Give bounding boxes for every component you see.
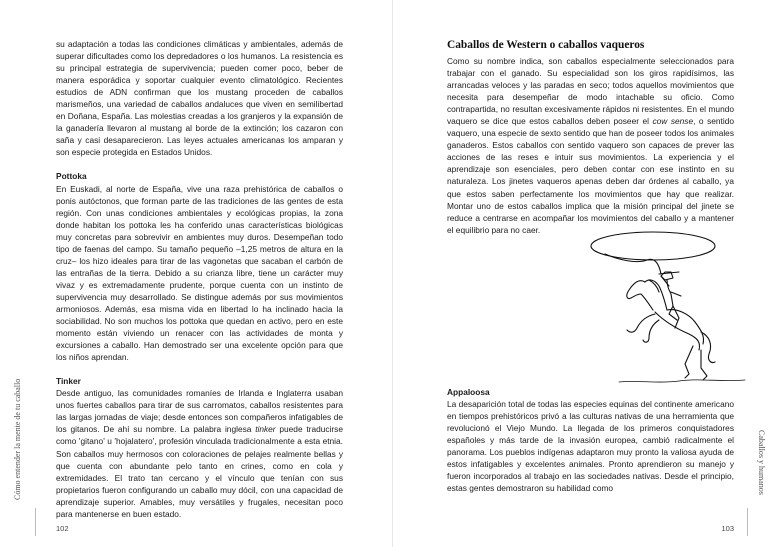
lasso-rope — [605, 254, 661, 274]
ground-line — [619, 380, 745, 382]
horse-front-leg-2 — [643, 320, 659, 342]
western-text-part-2: , o sentido vaquero, una especie de sexto sentido que han de poseer todos los animales ganaderos. Estos caballos con sentido vaquero son capaces de prever las acciones de las reses e intuir sus movimientos. La experiencia y el aprendizaje son esenciales, pero deben contar con ese instinto en su naturaleza. Los jinetes vaqueros apenas deben dar órdenes al caballo, ya que estos saben perfectamente los movimientos que hay que realizar. Montar uno de estos caballos implica que la misión principal del jinete se reduce a centrarse en acompañar los movimientos del caballo y a mantener el equilibrio para no caer. — [447, 116, 734, 235]
page-number-right: 103 — [721, 524, 734, 533]
horse-hind-leg-1 — [685, 346, 693, 378]
horse-back — [667, 310, 704, 344]
tinker-text-part-2: puede traducirse como 'gitano' u 'hojalatero', profesión vinculada tradicionalmente a esta etnia. Son caballos muy hermosos con coloraciones de pelajes realmente bellas y que cuenta con abundante pelo tanto en crines, como en cola y extremidades. El trato tan cercano y el vínculo que tenían con sus propietarios fueron configurando un caballo muy dócil, con una capacidad de aprendizaje superior. Amables, muy versátiles y frugales, necesitan poco para mantenerse en buen estado. — [56, 424, 343, 519]
chapter-title: Caballos de Western o caballos vaqueros — [447, 39, 645, 51]
left-text-column — [56, 38, 343, 520]
horse-mane — [649, 280, 659, 292]
horse-hind-leg-2 — [701, 350, 707, 380]
section-title-appaloosa: Appaloosa — [447, 386, 490, 397]
horse-neck — [645, 280, 667, 310]
right-page — [392, 0, 784, 547]
running-head-left: Cómo entender la mente de tu caballo — [13, 378, 22, 500]
western-italic-phrase: cow sense — [652, 116, 694, 127]
tinker-text-part-1: Desde antiguo, las comunidades romaníes de Irlanda e Inglaterra usaban unos fuertes caballos para tirar de sus carromatos, caballos resistentes para las largas jornadas de viaje; desde entonces son compañeros infatigables de los gitanos. De ahí su nombre. La palabra inglesa — [56, 388, 343, 435]
rearing-horse-cowboy-lasso-icon — [589, 224, 749, 394]
margin-rule-right — [747, 508, 748, 536]
tinker-paragraph — [56, 387, 343, 520]
running-head-right: Caballos y humanos — [757, 430, 766, 495]
horse-belly — [655, 312, 700, 350]
section-title-pottoka: Pottoka — [56, 171, 87, 182]
western-paragraph — [447, 55, 734, 236]
section-title-tinker: Tinker — [56, 376, 81, 387]
tinker-italic-word: tinker — [255, 424, 276, 435]
pottoka-paragraph: En Euskadi, al norte de España, vive una raza prehistórica de caballos o ponis autóctonos, que forman parte de las tradiciones de las gentes de esta región. Con unas condiciones ambientales y ecológicas propias, la zona donde habitan los pottoka les ha conferido unas características biológicas muy concretas para sobrevivir en ambientes muy duros. Desempeñan todo tipo de faenas del campo. Su tamaño pequeño –1,25 metros de altura en la cruz– los hizo ideales para tirar de las vagonetas que sacaban el carbón de las entrañas de la tierra. Debido a su crianza libre, tiene un carácter muy vivaz y es extremadamente prudente, porque cuenta con un instinto de supervivencia muy desarrollado. Se distingue además por sus movimientos armoniosos. Además, esa misma vida en libertad lo ha inclinado hacia la sociabilidad. No son muchos los pottoka que quedan en activo, pero en este momento están viviendo un renacer con las actividades de monta y excursiones a caballo. Han demostrado ser una excelente opción para que los niños aprendan. — [56, 183, 343, 363]
page-number-left: 102 — [56, 524, 69, 533]
appaloosa-paragraph: La desaparición total de todas las especies equinas del continente americano en tiempos prehistóricos privó a las culturas nativas de una herramienta que revolucionó el Viejo Mundo. La llegada de los primeros conquistadores españoles y más tarde de la invasión europea, cambió radicalmente el panorama. Los pueblos indígenas adaptaron muy pronto la valiosa ayuda de estos infatigables y excelentes animales. Pronto aprendieron su manejo y fueron incorporados al trabajo en las sociedades nativas. Desde el principio, estas gentes demostraron su habilidad como — [447, 398, 734, 494]
rider-arm-rein — [671, 292, 681, 296]
margin-rule-left — [35, 508, 36, 536]
western-text-part-1: Como su nombre indica, son caballos especialmente seleccionados para trabajar con el ganado. Su especialidad son los giros rapidísimos, las arrancadas veloces y las paradas en seco; todos aquellos movimientos que necesita para desempeñar de modo intachable su oficio. Como contrapartida, no resultan excesivamente rápidos ni resistentes. En el mundo vaquero se dice que estos caballos deben poseer el — [447, 56, 734, 127]
intro-paragraph: su adaptación a todas las condiciones climáticas y ambientales, además de superar dificultades como los depredadores o los humanos. La resistencia es su principal estrategia de supervivencia; pueden comer poco, beber de manera esporádica y soportar cualquier evento climatológico. Recientes estudios de ADN confirman que los mustang proceden de caballos marismeños, una variedad de caballos andaluces que viven en semilibertad en Doñana, España. Las molestias creadas a los granjeros y la expansión de la ganadería llevaron al mustang al borde de la extinción; los cazaron con saña y casi desaparecieron. Las leyes actuales americanas los amparan y son especie protegida en Estados Unidos. — [56, 39, 343, 158]
rider-arm-raised — [661, 276, 669, 286]
horse-head — [627, 281, 653, 310]
